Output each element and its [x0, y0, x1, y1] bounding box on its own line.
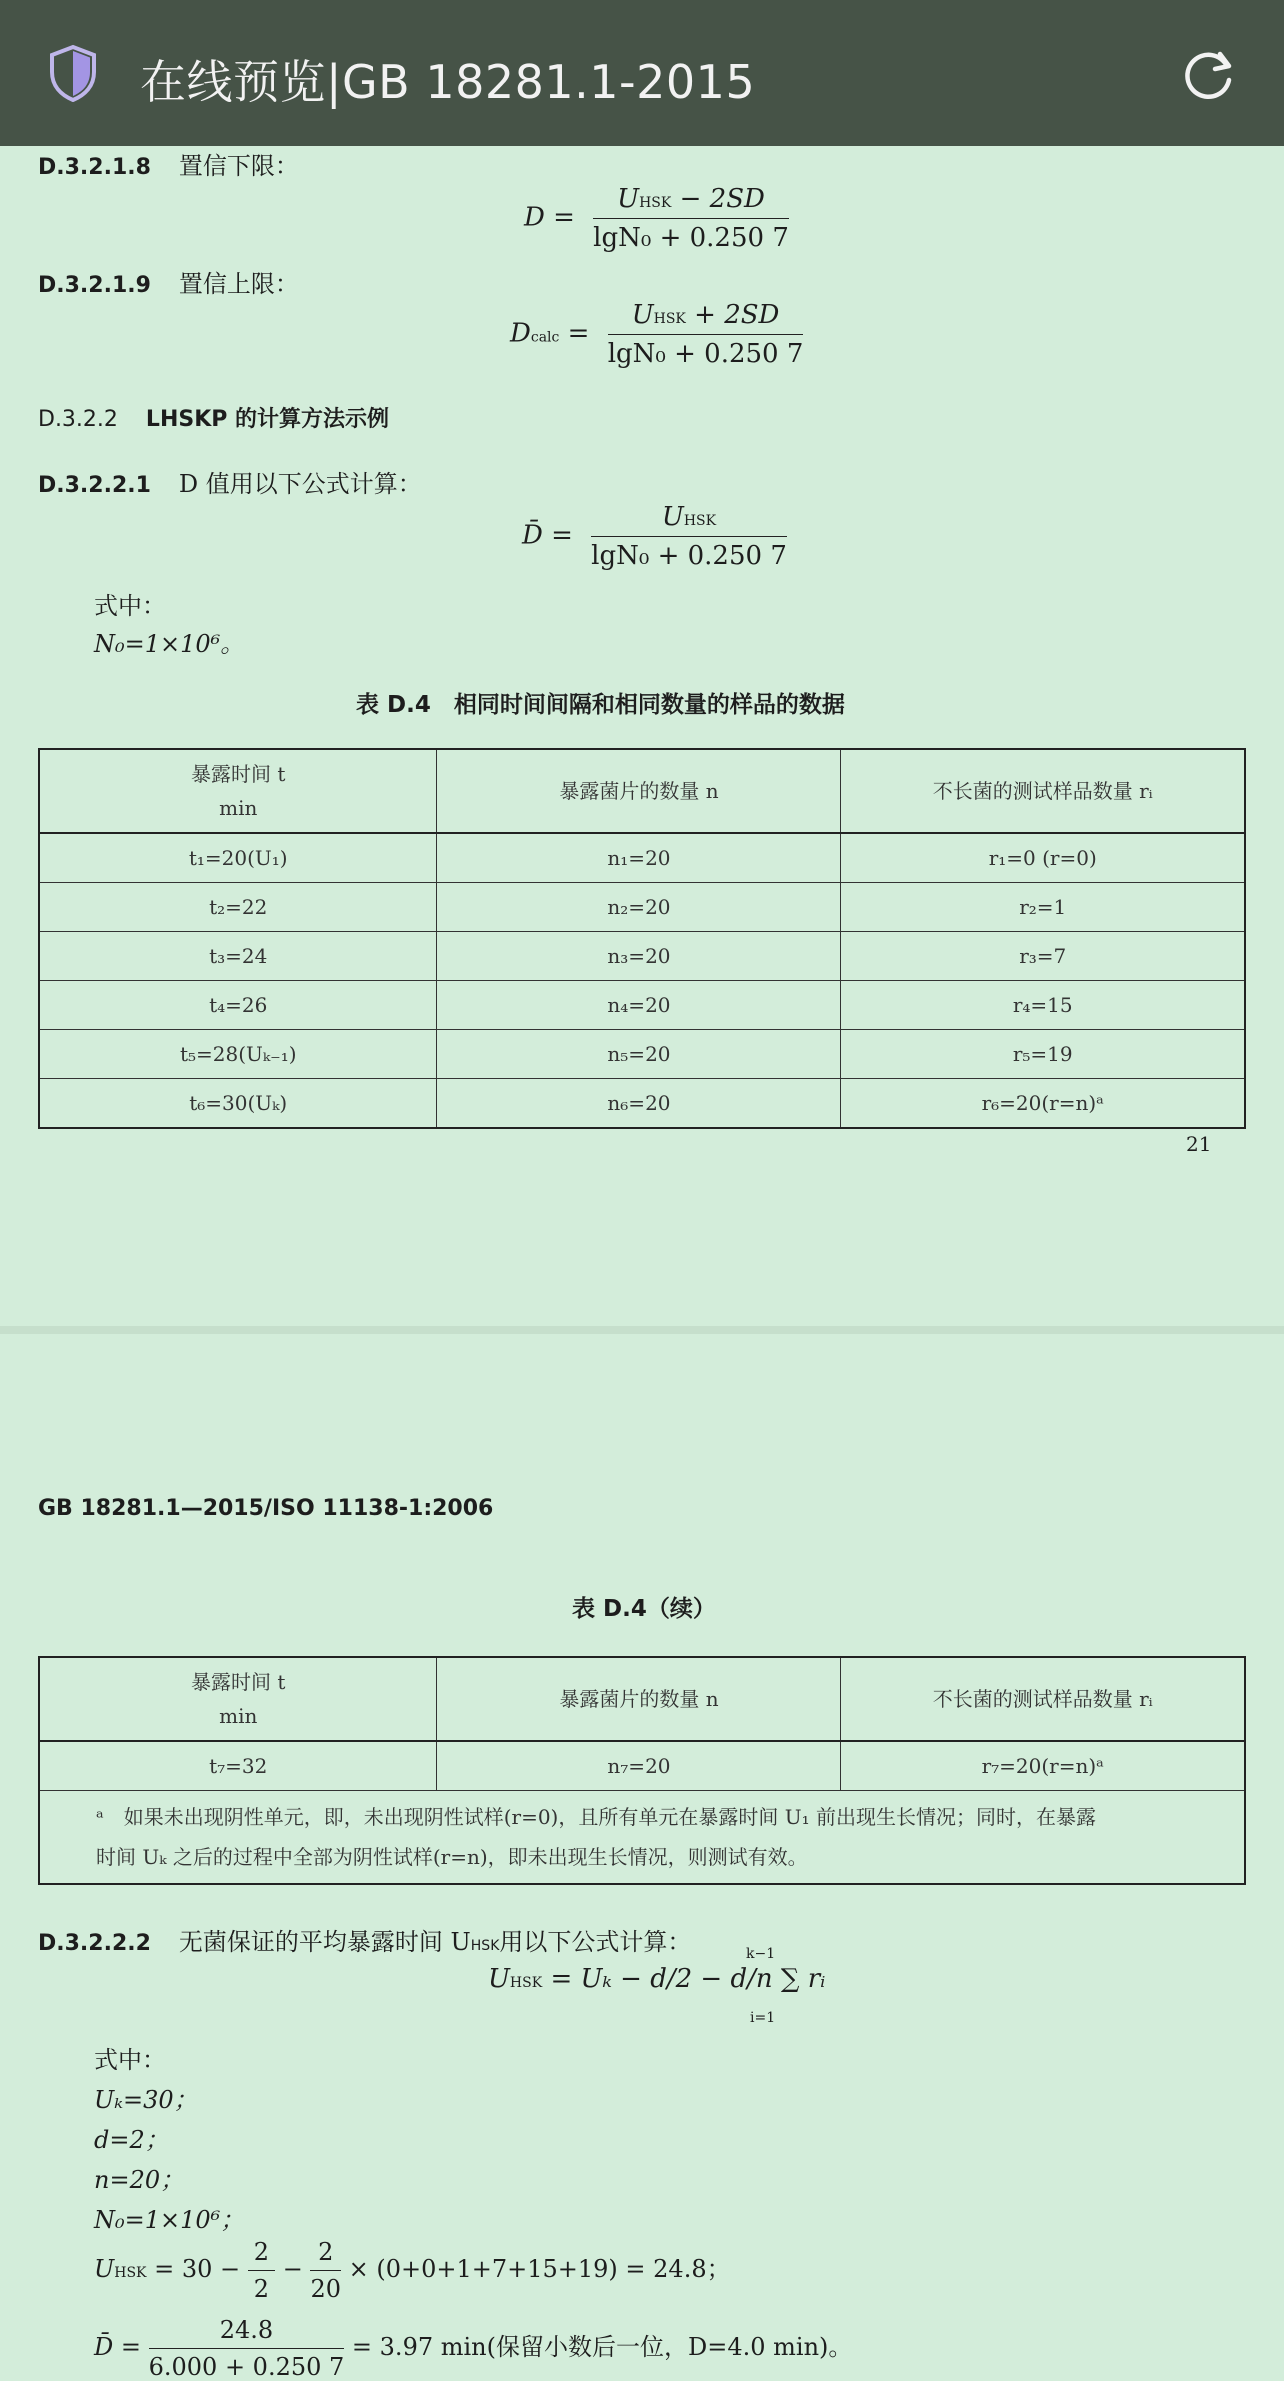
calc-fraction	[149, 2316, 345, 2381]
page-title: 在线预览|GB 18281.1-2015	[140, 55, 756, 109]
footnote-line: 时间 Uₖ 之后的过程中全部为阴性试样(r=n)，即未出现生长情况，则测试有效。	[96, 1845, 808, 1869]
formula-lhs: D =	[524, 202, 575, 233]
table-row	[39, 1741, 1245, 1791]
header-exposure-time	[39, 749, 437, 833]
calc-lhs: D̄ =	[94, 2333, 149, 2361]
clause-title: 置信下限：	[178, 152, 299, 180]
clause-d3221	[38, 464, 422, 499]
page-number: 21	[1186, 1132, 1212, 1156]
clause-number: D.3.2.1.9	[38, 273, 151, 298]
formula-denominator: lgN₀ + 0.250 7	[593, 223, 789, 253]
clause-title: 置信上限：	[178, 270, 299, 298]
clause-d3219	[38, 264, 299, 299]
clause-title-rest: 用以下公式计算：	[499, 1928, 692, 1956]
header-exposure-time	[39, 1657, 437, 1741]
variable-d: d=2；	[94, 2126, 169, 2154]
page-divider	[0, 1326, 1284, 1334]
numerator: 2	[248, 2238, 275, 2271]
formula-numerator: U	[631, 300, 654, 330]
formula-d-mean	[522, 502, 787, 571]
formula-lower-limit	[524, 184, 789, 253]
table-title-continued: 表 D.4（续）	[572, 1596, 716, 1622]
table-cell: t₂=22	[39, 883, 437, 932]
variable-uk: Uₖ=30；	[94, 2086, 198, 2114]
clause-d3218	[38, 146, 299, 181]
subscript: HSK	[639, 195, 672, 211]
table-cell: t₄=26	[39, 981, 437, 1030]
where-label: 式中：	[94, 592, 166, 620]
denominator: 20	[310, 2275, 341, 2303]
formula-lhs: D	[510, 318, 531, 349]
calc-fraction	[310, 2238, 341, 2303]
clause-title: D 值用以下公式计算：	[178, 470, 422, 498]
data-table	[38, 748, 1246, 1129]
shield-icon[interactable]	[48, 44, 98, 102]
clause-number: D.3.2.2.1	[38, 473, 151, 498]
table-title: 表 D.4 相同时间间隔和相同数量的样品的数据	[356, 692, 845, 718]
table-cell: r₁=0 (r=0)	[841, 833, 1245, 883]
subscript: HSK	[470, 1938, 500, 1954]
table-row	[39, 932, 1245, 981]
denominator: 6.000 + 0.250 7	[148, 2353, 345, 2381]
table-cell: n₁=20	[437, 833, 841, 883]
running-head: GB 18281.1—2015/ISO 11138-1:2006	[38, 1496, 494, 1521]
formula-denominator: lgN₀ + 0.250 7	[591, 541, 787, 571]
document-page-22	[0, 1334, 1284, 2381]
table-header-row	[39, 749, 1245, 833]
table-cell: t₁=20(U₁)	[39, 833, 437, 883]
table-cell: t₆=30(Uₖ)	[39, 1079, 437, 1129]
subscript: HSK	[509, 1975, 543, 1991]
calc-part: = 30 −	[146, 2255, 248, 2283]
formula-numerator-rest: − 2SD	[671, 184, 765, 214]
calc-dmean	[94, 2316, 852, 2381]
table-cell: n₇=20	[437, 1741, 841, 1791]
denominator: 2	[253, 2275, 270, 2303]
calc-part: −	[275, 2255, 311, 2283]
table-footnote	[39, 1791, 1245, 1885]
n0-definition: N₀=1×10⁶。	[94, 630, 245, 658]
clause-number: D.3.2.1.8	[38, 155, 151, 180]
table-row	[39, 981, 1245, 1030]
where-label: 式中：	[94, 2046, 166, 2074]
clause-number: D.3.2.2.2	[38, 1931, 151, 1956]
table-row	[39, 833, 1245, 883]
calc-lhs: U	[94, 2255, 115, 2283]
table-header-row	[39, 1657, 1245, 1741]
sum-upper-limit: k−1	[746, 1946, 776, 1962]
header-unit: min	[219, 1704, 258, 1728]
variable-n: n=20；	[94, 2166, 185, 2194]
sum-lower-limit: i=1	[750, 2010, 776, 2026]
header-negative-count: 不长菌的测试样品数量 rᵢ	[841, 749, 1245, 833]
formula-upper-limit	[510, 300, 803, 369]
table-cell: r₅=19	[841, 1030, 1245, 1079]
section-d322	[38, 402, 389, 433]
footnote-line: ᵃ 如果未出现阴性单元，即，未出现阴性试样(r=0)，且所有单元在暴露时间 U₁ 前出现生长情况；同时，在暴露	[96, 1805, 1096, 1829]
formula-numerator: U	[617, 184, 640, 214]
table-cell: n₆=20	[437, 1079, 841, 1129]
table-row	[39, 883, 1245, 932]
subscript: HSK	[114, 2265, 147, 2281]
table-cell: n₅=20	[437, 1030, 841, 1079]
data-table-continued	[38, 1656, 1246, 1885]
table-cell: n₃=20	[437, 932, 841, 981]
table-cell: t₅=28(Uₖ₋₁)	[39, 1030, 437, 1079]
section-number: D.3.2.2	[38, 407, 118, 432]
app-header	[0, 0, 1284, 146]
formula-numerator-rest: + 2SD	[685, 300, 780, 330]
header-sample-count: 暴露菌片的数量 n	[437, 1657, 841, 1741]
table-cell: r₃=7	[841, 932, 1245, 981]
refresh-icon[interactable]	[1180, 44, 1240, 104]
table-cell: r₇=20(r=n)ᵃ	[841, 1741, 1245, 1791]
calc-uhsk	[94, 2238, 731, 2303]
table-cell: n₂=20	[437, 883, 841, 932]
formula-rhs: = Uₖ − d/2 − d/n ∑ rᵢ	[542, 1964, 826, 1994]
header-label: 暴露时间 t	[191, 1670, 286, 1694]
formula-denominator: lgN₀ + 0.250 7	[607, 339, 804, 369]
table-cell: r₂=1	[841, 883, 1245, 932]
table-cell: t₇=32	[39, 1741, 437, 1791]
table-cell: n₄=20	[437, 981, 841, 1030]
header-unit: min	[219, 796, 258, 820]
variable-n0: N₀=1×10⁶；	[94, 2206, 245, 2234]
table-row	[39, 1030, 1245, 1079]
table-cell: t₃=24	[39, 932, 437, 981]
formula-lhs: U	[488, 1964, 510, 1994]
table-cell: r₄=15	[841, 981, 1245, 1030]
document-page-21	[0, 146, 1284, 1326]
calc-fraction	[248, 2238, 275, 2303]
equals: =	[559, 318, 590, 349]
calc-part: = 3.97 min(保留小数后一位，D=4.0 min)。	[344, 2333, 853, 2361]
clause-title: 无菌保证的平均暴露时间 U	[178, 1928, 471, 1956]
formula-numerator: U	[661, 502, 684, 532]
formula-uhsk	[488, 1946, 826, 2026]
header-sample-count: 暴露菌片的数量 n	[437, 749, 841, 833]
formula-fraction	[593, 184, 789, 253]
subscript: calc	[530, 329, 560, 346]
subscript: HSK	[653, 311, 686, 327]
formula-fraction	[608, 300, 804, 369]
clause-d3222	[38, 1922, 691, 1957]
subscript: HSK	[683, 513, 717, 529]
table-row	[39, 1079, 1245, 1129]
header-negative-count: 不长菌的测试样品数量 rᵢ	[841, 1657, 1245, 1741]
formula-fraction	[591, 502, 787, 571]
numerator: 24.8	[149, 2316, 345, 2349]
numerator: 2	[310, 2238, 341, 2271]
header-label: 暴露时间 t	[191, 762, 286, 786]
table-footnote-row	[39, 1791, 1245, 1885]
table-cell: r₆=20(r=n)ᵃ	[841, 1079, 1245, 1129]
calc-part: × (0+0+1+7+15+19) = 24.8；	[340, 2255, 731, 2283]
section-title: LHSKP 的计算方法示例	[145, 407, 390, 432]
formula-lhs: D̄ =	[522, 520, 573, 551]
